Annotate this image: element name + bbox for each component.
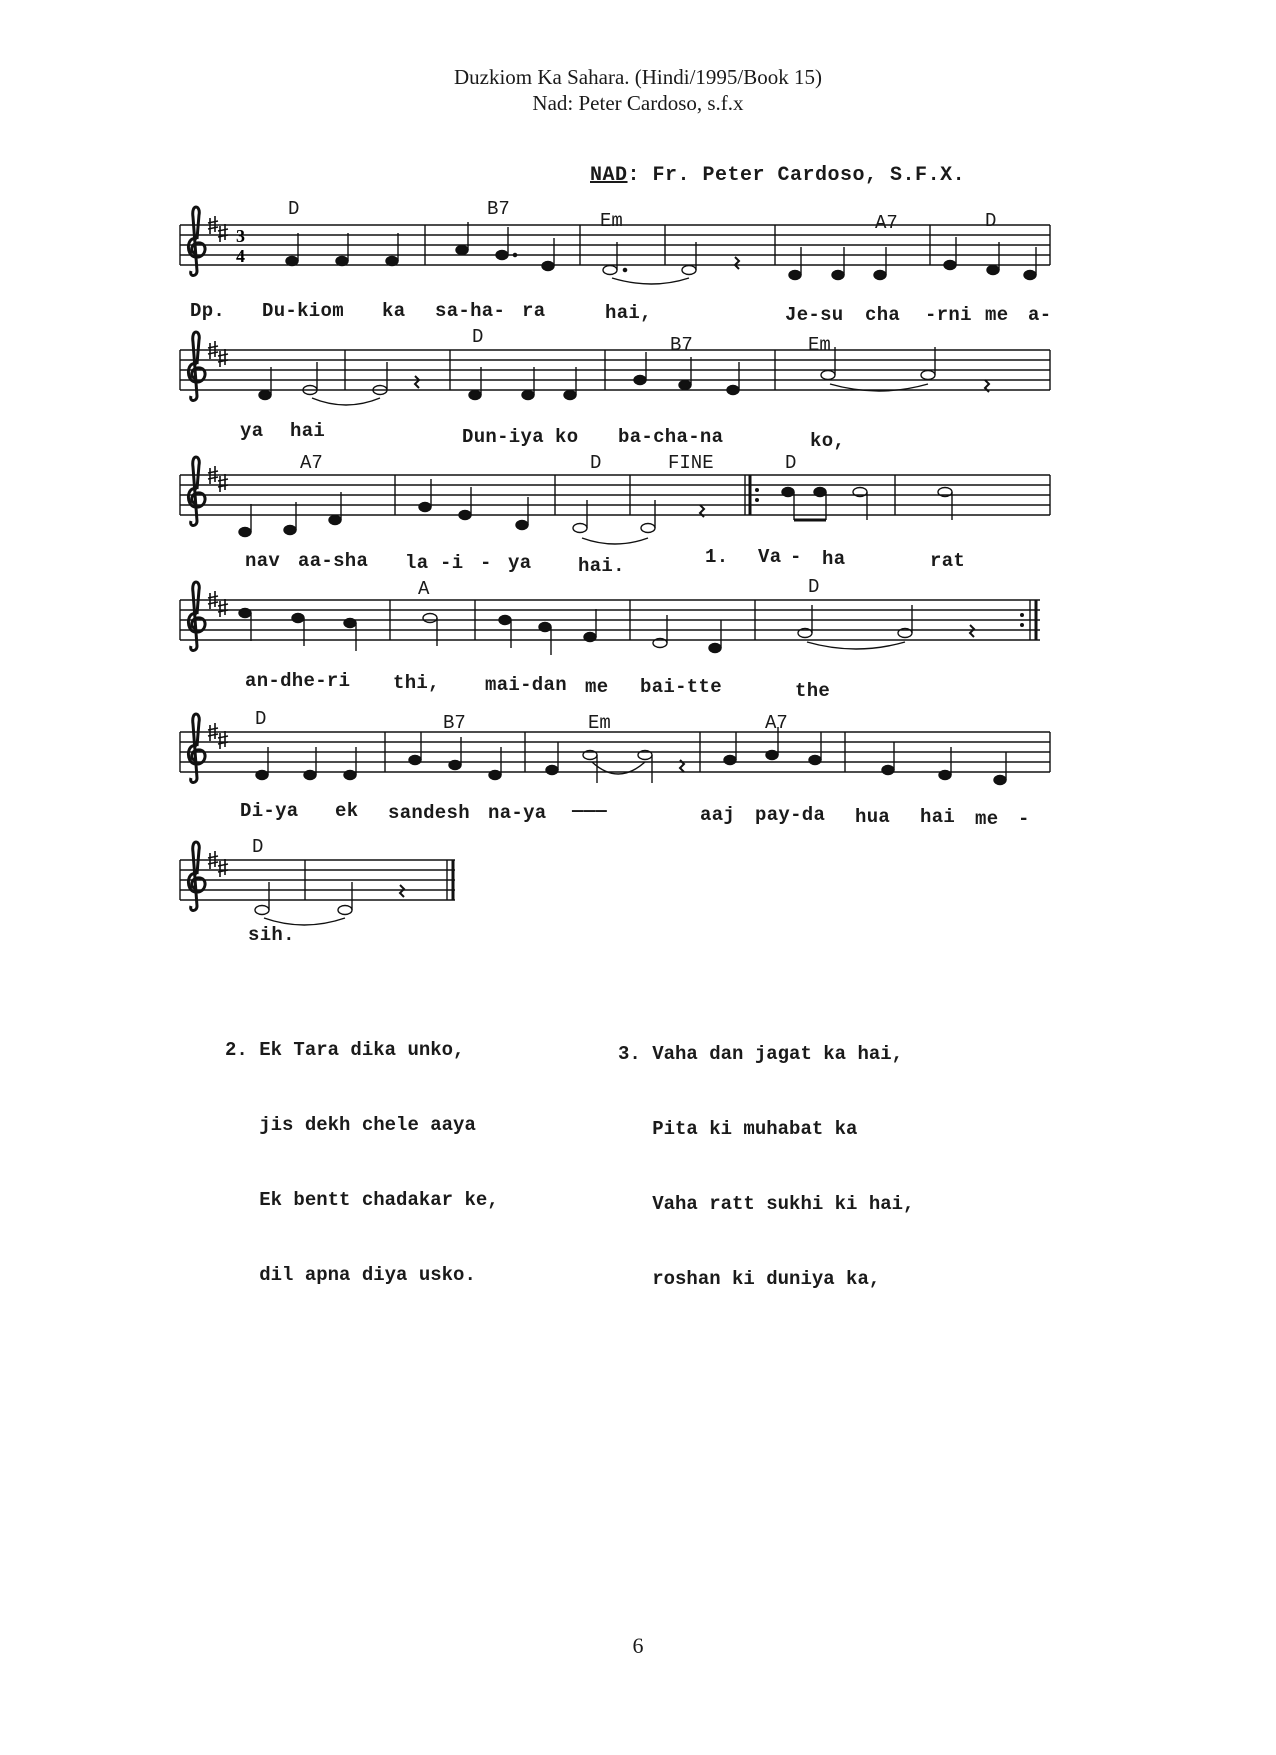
lyric-syllable: Dp. — [190, 300, 226, 322]
lyric-syllable: thi, — [393, 672, 440, 694]
chord: Em — [588, 712, 611, 734]
chord: A — [418, 578, 430, 600]
lyric-syllable: mai-dan — [485, 674, 567, 696]
verse-line: Vaha ratt sukhi ki hai, — [652, 1193, 915, 1215]
chord: D — [472, 326, 484, 348]
chord: Em — [600, 210, 623, 232]
chord: D — [255, 708, 267, 730]
chord: D — [590, 452, 602, 474]
lyric-syllable: cha — [865, 304, 901, 326]
lyric-syllable: me — [975, 808, 999, 830]
chord: A7 — [765, 712, 788, 734]
staff-system-6 — [180, 842, 455, 925]
verse-line: Ek Tara dika unko, — [259, 1039, 465, 1061]
verse-line: Pita ki muhabat ka — [652, 1118, 858, 1140]
lyric-syllable: Dun-iya — [462, 426, 544, 448]
chord: D — [985, 210, 997, 232]
lyric-syllable: hai. — [578, 555, 625, 577]
verse-number: 3. — [618, 1043, 641, 1065]
lyric-syllable: aaj — [700, 804, 736, 826]
credit-label: NAD — [590, 164, 628, 187]
lyric-syllable: - — [1018, 808, 1030, 830]
lyric-syllable: 1. — [705, 546, 729, 568]
staff-system-4 — [180, 582, 1040, 655]
verse-line: dil apna diya usko. — [259, 1264, 476, 1286]
lyric-syllable: sih. — [248, 924, 295, 946]
song-title: Duzkiom Ka Sahara. (Hindi/1995/Book 15) — [453, 65, 823, 89]
chord: B7 — [487, 198, 510, 220]
lyric-syllable: aa-sha — [298, 550, 369, 572]
verse-line: Vaha dan jagat ka hai, — [652, 1043, 904, 1065]
lyric-syllable: ko, — [810, 430, 846, 452]
lyric-syllable: - — [480, 552, 492, 574]
staff-system-2 — [180, 332, 1050, 405]
verse-3 — [618, 992, 914, 1317]
chord: D — [252, 836, 264, 858]
verse-line: jis dekh chele aaya — [259, 1114, 476, 1136]
svg-text:3: 3 — [236, 226, 245, 246]
chord: D — [288, 198, 300, 220]
lyric-syllable: - — [790, 546, 802, 568]
lyric-syllable: Va — [758, 546, 782, 568]
verse-line: roshan ki duniya ka, — [652, 1268, 881, 1290]
verse-number: 2. — [225, 1039, 248, 1061]
lyric-syllable: me — [585, 676, 609, 698]
verse-2 — [225, 988, 499, 1313]
chord: B7 — [443, 712, 466, 734]
lyric-syllable: a- — [1028, 304, 1052, 326]
chord: A7 — [300, 452, 323, 474]
lyric-syllable: ya — [508, 552, 532, 574]
lyric-syllable: -rni — [925, 304, 972, 326]
lyric-syllable: ko — [555, 426, 579, 448]
lyric-syllable: sa-ha- — [435, 300, 506, 322]
lyric-syllable: hai — [920, 806, 956, 828]
chord: FINE — [668, 452, 714, 474]
lyric-syllable: an-dhe-ri — [245, 670, 351, 692]
lyric-syllable: hua — [855, 806, 891, 828]
chord: D — [808, 576, 820, 598]
chord: Em — [808, 334, 831, 356]
lyric-syllable: la — [405, 552, 429, 574]
credit-text: : Fr. Peter Cardoso, S.F.X. — [627, 164, 966, 187]
lyric-syllable: hai, — [605, 302, 652, 324]
chord: A7 — [875, 212, 898, 234]
lyric-syllable: rat — [930, 550, 966, 572]
lyric-syllable: ha — [822, 548, 846, 570]
lyric-syllable: ba-cha-na — [618, 426, 724, 448]
svg-text:4: 4 — [236, 246, 245, 266]
lyric-syllable: ya — [240, 420, 264, 442]
lyric-syllable: the — [795, 680, 831, 702]
lyric-syllable: sandesh — [388, 802, 470, 824]
lyric-syllable: hai — [290, 420, 326, 442]
lyric-syllable: -i — [440, 552, 464, 574]
lyric-syllable: ——— — [572, 800, 608, 822]
song-subtitle: Nad: Peter Cardoso, s.f.x — [532, 91, 744, 115]
lyric-syllable: nav — [245, 550, 281, 572]
lyric-syllable: Di-ya — [240, 800, 299, 822]
lyric-syllable: na-ya — [488, 802, 547, 824]
chord: D — [785, 452, 797, 474]
lyric-syllable: Du-kiom — [262, 300, 344, 322]
verse-line: Ek bentt chadakar ke, — [259, 1189, 499, 1211]
lyric-syllable: Je-su — [785, 304, 844, 326]
page-number: 6 — [632, 1633, 644, 1658]
lyric-syllable: ek — [335, 800, 359, 822]
lyric-syllable: pay-da — [755, 804, 826, 826]
chord: B7 — [670, 334, 693, 356]
staff-system-5 — [180, 714, 1050, 785]
lyric-syllable: ra — [522, 300, 546, 322]
lyric-syllable: bai-tte — [640, 676, 722, 698]
lyric-syllable: me — [985, 304, 1009, 326]
lyric-syllable: ka — [382, 300, 406, 322]
